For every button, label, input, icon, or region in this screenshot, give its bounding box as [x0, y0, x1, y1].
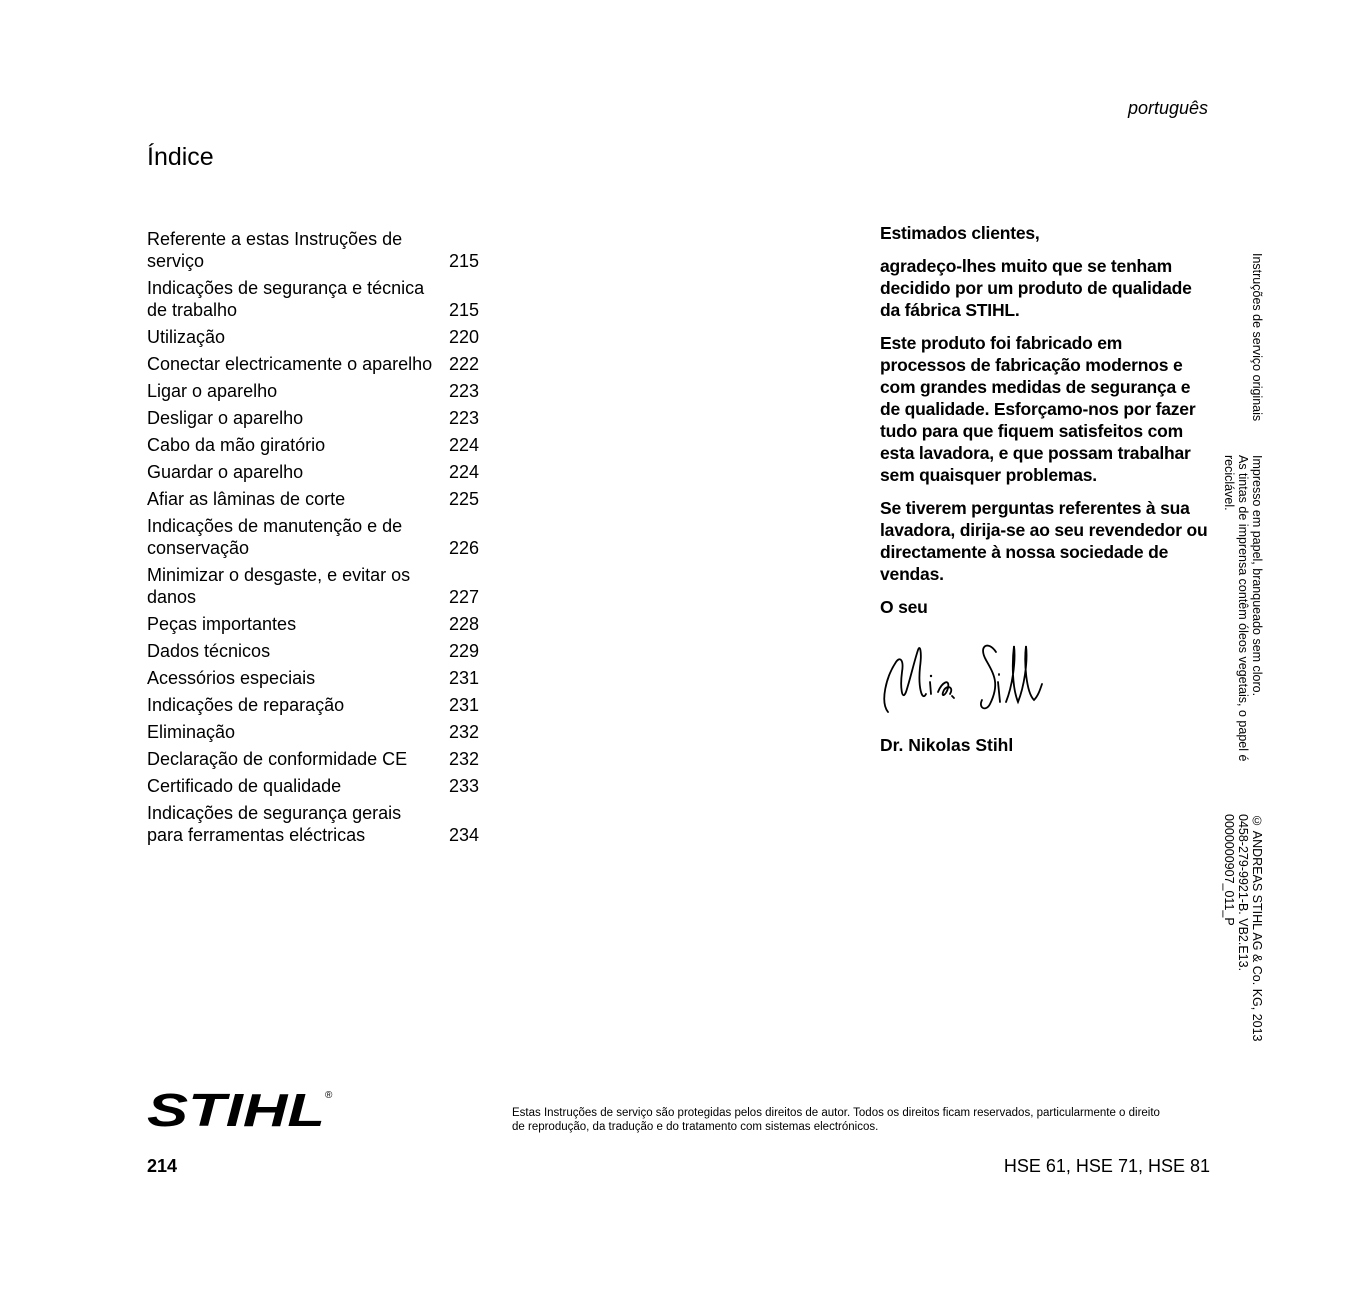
- logo-text: STIHL: [147, 1086, 325, 1132]
- toc-entry-title: Guardar o aparelho: [147, 462, 304, 482]
- toc-entry-title: Certificado de qualidade: [147, 776, 342, 796]
- letter-paragraph: Se tiverem perguntas referentes à sua lavadora, dirija-se ao seu revendedor ou directamente à nossa sociedade de vendas.: [880, 498, 1208, 584]
- sidebar-copyright-line: 0458-279-9921-B. VB2.E13.: [1236, 814, 1250, 972]
- toc-entry[interactable]: [147, 461, 479, 483]
- toc-entry[interactable]: [147, 326, 479, 348]
- toc-entry[interactable]: [147, 667, 479, 689]
- toc-entry-title: Referente a estas Instruções de serviço: [147, 229, 403, 271]
- toc-entry[interactable]: [147, 721, 479, 743]
- signer-name: Dr. Nikolas Stihl: [880, 735, 1014, 755]
- toc-entry[interactable]: [147, 407, 479, 429]
- toc-entry[interactable]: [147, 353, 479, 375]
- page-title: Índice: [147, 143, 214, 171]
- toc-entry-title: Dados técnicos: [147, 641, 271, 661]
- stihl-logo: [147, 1086, 337, 1132]
- toc-entry-page: 232: [448, 749, 479, 769]
- letter-closing: O seu: [880, 597, 928, 617]
- toc-entry-page: 231: [448, 668, 479, 688]
- toc-entry-page: 229: [448, 641, 479, 661]
- model-names: HSE 61, HSE 71, HSE 81: [1003, 1156, 1210, 1176]
- toc-entry-page: 232: [448, 722, 479, 742]
- toc-entry-page: 223: [448, 408, 479, 428]
- toc-entry-page: 231: [448, 695, 479, 715]
- toc-entry-title: Declaração de conformidade CE: [147, 749, 408, 769]
- sidebar-copyright-line: 0000000907_011_P: [1222, 814, 1236, 926]
- letter-paragraph: agradeço-lhes muito que se tenham decidido por um produto de qualidade da fábrica STIHL.: [880, 256, 1192, 320]
- toc-entry-page: 215: [448, 300, 479, 320]
- sidebar-copyright-note: [1222, 814, 1264, 1042]
- toc-entry-title: Eliminação: [147, 722, 236, 742]
- toc-entry[interactable]: [147, 228, 479, 272]
- sidebar-original-note: [1250, 253, 1264, 421]
- toc-entry-page: 224: [448, 435, 479, 455]
- toc-entry-page: 234: [448, 825, 479, 845]
- toc-entry[interactable]: [147, 640, 479, 662]
- signature-image: [878, 632, 1048, 722]
- toc-entry-title: Indicações de segurança gerais para ferramentas eléctricas: [147, 803, 402, 845]
- toc-entry[interactable]: [147, 434, 479, 456]
- toc-entry-title: Conectar electricamente o aparelho: [147, 354, 433, 374]
- toc-entry[interactable]: [147, 380, 479, 402]
- sidebar-paper-line: Impresso em papel, branqueado sem cloro.: [1250, 455, 1264, 697]
- toc-entry-title: Ligar o aparelho: [147, 381, 278, 401]
- toc-entry-title: Acessórios especiais: [147, 668, 316, 688]
- sidebar-paper-note: [1222, 455, 1264, 761]
- letter-greeting: Estimados clientes,: [880, 223, 1040, 243]
- toc-entry[interactable]: [147, 564, 479, 608]
- toc-entry-page: 228: [448, 614, 479, 634]
- toc-entry[interactable]: [147, 748, 479, 770]
- language-label: português: [1127, 98, 1208, 118]
- toc-entry-title: Indicações de manutenção e de conservação: [147, 516, 403, 558]
- registered-mark: ®: [325, 1090, 333, 1101]
- toc-entry-page: 233: [448, 776, 479, 796]
- toc-entry[interactable]: [147, 488, 479, 510]
- toc-entry-title: Desligar o aparelho: [147, 408, 304, 428]
- toc-entry-title: Cabo da mão giratório: [147, 435, 326, 455]
- toc-entry-page: 215: [448, 251, 479, 271]
- toc-entry-title: Minimizar o desgaste, e evitar os danos: [147, 565, 411, 607]
- page-number: 214: [147, 1156, 178, 1176]
- sidebar-copyright-line: © ANDREAS STIHL AG & Co. KG, 2013: [1250, 814, 1264, 1042]
- sidebar-paper-line: As tintas de imprensa contêm óleos vegetais, o papel é: [1236, 455, 1250, 762]
- toc-entry[interactable]: [147, 775, 479, 797]
- toc-entry-title: Indicações de reparação: [147, 695, 345, 715]
- toc-entry-page: 226: [448, 538, 479, 558]
- footer-copyright-line: Estas Instruções de serviço são protegidas pelos direitos de autor. Todos os direitos ficam reservados, particularmente o direito: [512, 1107, 1160, 1119]
- toc-entry-title: Utilização: [147, 327, 226, 347]
- letter-paragraph: Este produto foi fabricado em processos de fabricação modernos e com grandes medidas de segurança e de qualidade. Esforçamo-nos por fazer tudo para que fiquem satisfeitos com esta lavadora, e que possam trabalhar sem quaisquer problemas.: [880, 333, 1196, 485]
- toc-entry[interactable]: [147, 802, 479, 846]
- toc-entry[interactable]: [147, 515, 479, 559]
- toc-entry-page: 220: [448, 327, 479, 347]
- toc-entry[interactable]: [147, 613, 479, 635]
- toc-entry-page: 223: [448, 381, 479, 401]
- sidebar-original-text: Instruções de serviço originais: [1250, 253, 1264, 422]
- toc-entry-page: 222: [448, 354, 479, 374]
- toc-entry-page: 225: [448, 489, 479, 509]
- footer-copyright: [512, 1106, 1212, 1134]
- toc-entry-title: Afiar as lâminas de corte: [147, 489, 346, 509]
- toc-entry[interactable]: [147, 694, 479, 716]
- welcome-letter: [880, 222, 1212, 629]
- toc-entry-page: 227: [448, 587, 479, 607]
- footer-copyright-line: de reprodução, da tradução e do tratamento com sistemas electrónicos.: [512, 1121, 879, 1133]
- toc-entry-page: 224: [448, 462, 479, 482]
- toc-entry-title: Peças importantes: [147, 614, 297, 634]
- table-of-contents: [147, 228, 479, 851]
- sidebar-paper-line: reciclável.: [1222, 455, 1236, 511]
- toc-entry-title: Indicações de segurança e técnica de trabalho: [147, 278, 425, 320]
- toc-entry[interactable]: [147, 277, 479, 321]
